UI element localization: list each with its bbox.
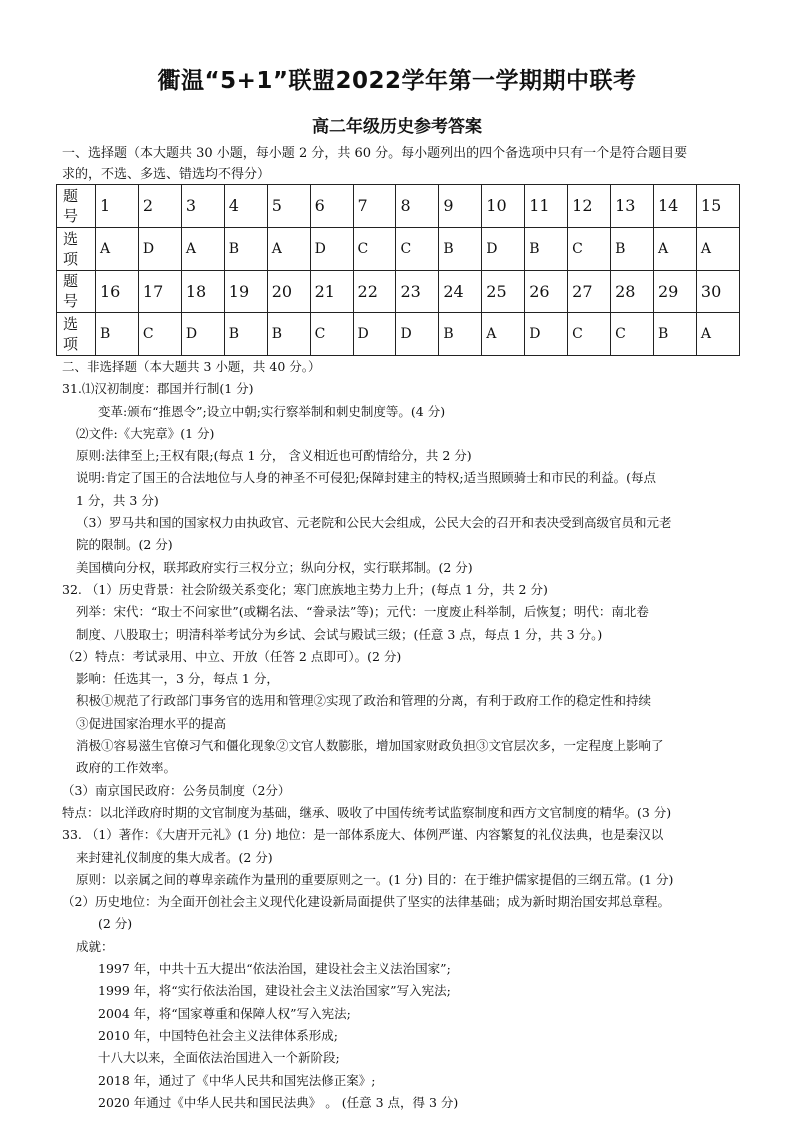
answer-line: 列举：宋代：“取士不问家世”(或糊名法、“誊录法”等)；元代：一度废止科举制，后恢复；明代：南北卷 [76, 604, 649, 620]
question-number: 23 [396, 270, 439, 313]
question-number: 30 [696, 270, 739, 313]
question-number: 11 [525, 185, 568, 228]
question-number: 21 [310, 270, 353, 313]
answer-cell: B [224, 313, 267, 356]
question-number: 12 [568, 185, 611, 228]
row-label: 选 项 [57, 313, 96, 356]
question-number: 3 [181, 185, 224, 228]
document-subtitle: 高二年级历史参考答案 [312, 117, 482, 137]
achievement-line: 1997 年，中共十五大提出“依法治国，建设社会主义法治国家”; [98, 961, 451, 977]
answer-line: 消极①容易滋生官僚习气和僵化现象②文官人数膨胀，增加国家财政负担③文官层次多，一定程度上影响了 [76, 738, 664, 754]
section-one-intro-line: 求的，不选、多选、错选均不得分） [62, 167, 271, 182]
question-number: 13 [611, 185, 654, 228]
question-number: 22 [353, 270, 396, 313]
question-number-row [57, 270, 740, 313]
question-number: 4 [224, 185, 267, 228]
answer-cell: A [267, 227, 310, 270]
achievement-line: 1999 年，将“实行依法治国，建设社会主义法治国家”写入宪法; [98, 983, 451, 999]
answer-cell: C [310, 313, 353, 356]
row-label: 题 号 [57, 270, 96, 313]
answer-line: （2）历史地位：为全面开创社会主义现代化建设新局面提供了坚实的法律基础；成为新时期治国安邦总章程。 [62, 894, 670, 910]
answer-line: 32. （1）历史背景：社会阶级关系变化；寒门庶族地主势力上升；(每点 1 分，共 2 分) [62, 581, 548, 597]
question-number: 17 [138, 270, 181, 313]
question-number: 5 [267, 185, 310, 228]
question-number: 24 [439, 270, 482, 313]
answer-line: 原则:法律至上;王权有限;(每点 1 分， 含义相近也可酌情给分，共 2 分) [76, 448, 472, 464]
question-number-row [57, 185, 740, 228]
answer-cell: B [439, 313, 482, 356]
question-number: 8 [396, 185, 439, 228]
answer-cell: B [611, 227, 654, 270]
answer-cell: A [696, 313, 739, 356]
question-number: 19 [224, 270, 267, 313]
question-number: 27 [568, 270, 611, 313]
question-number: 14 [653, 185, 696, 228]
answer-line: （3）罗马共和国的国家权力由执政官、元老院和公民大会组成，公民大会的召开和表决受到高级官员和元老 [76, 515, 672, 531]
answer-cell: C [611, 313, 654, 356]
answer-cell: C [353, 227, 396, 270]
answer-line: 1 分，共 3 分) [76, 492, 159, 508]
answer-line: ⑵文件:《大宪章》(1 分) [76, 425, 215, 441]
section-two-heading: 二、非选择题（本大题共 3 小题，共 40 分。） [62, 359, 321, 374]
question-number: 26 [525, 270, 568, 313]
answer-cell: A [696, 227, 739, 270]
answer-line: 成就： [76, 938, 114, 954]
answer-cell: C [396, 227, 439, 270]
question-number: 6 [310, 185, 353, 228]
section-one-intro [62, 143, 742, 185]
answer-line: 变革:颁布“推恩令”;设立中朝;实行察举制和刺史制度等。(4 分) [98, 403, 446, 419]
question-number: 18 [181, 270, 224, 313]
answer-cell: A [96, 227, 139, 270]
question-number: 7 [353, 185, 396, 228]
achievement-line: 2010 年，中国特色社会主义法律体系形成; [98, 1027, 338, 1043]
answer-cell: D [396, 313, 439, 356]
answer-line: 院的限制。(2 分) [76, 537, 173, 553]
answer-cell: B [224, 227, 267, 270]
question-number: 15 [696, 185, 739, 228]
answer-cell: B [653, 313, 696, 356]
question-number: 16 [96, 270, 139, 313]
answer-line: (2 分) [98, 916, 133, 932]
answer-cell: C [568, 227, 611, 270]
answer-line: 33. （1）著作：《大唐开元礼》(1 分) 地位：是一部体系庞大、体例严谨、内容繁复的礼仪法典，也是秦汉以 [62, 827, 664, 843]
answer-line: 积极①规范了行政部门事务官的选用和管理②实现了政治和管理的分离，有利于政府工作的稳定性和持续 [76, 693, 652, 709]
answer-cell: C [138, 313, 181, 356]
answer-cell: B [525, 227, 568, 270]
answer-cell: B [439, 227, 482, 270]
question-number: 9 [439, 185, 482, 228]
achievement-line: 2020 年通过《中华人民共和国民法典》 。 (任意 3 点，得 3 分) [98, 1094, 459, 1110]
answer-cell: D [353, 313, 396, 356]
answer-line: （3）南京国民政府：公务员制度（2分） [62, 782, 291, 798]
answer-line: 美国横向分权，联邦政府实行三权分立；纵向分权，实行联邦制。(2 分) [76, 559, 473, 575]
question-number: 29 [653, 270, 696, 313]
answer-line: 影响：任选其一，3 分，每点 1 分， [76, 671, 279, 687]
achievement-line: 2018 年，通过了《中华人民共和国宪法修正案》; [98, 1072, 376, 1088]
answer-line: 来封建礼仪制度的集大成者。(2 分) [76, 849, 273, 865]
answer-cell: B [96, 313, 139, 356]
answer-line: （2）特点：考试录用、中立、开放（任答 2 点即可）。(2 分) [62, 648, 402, 664]
answer-line: 31.⑴汉初制度：郡国并行制(1 分) [62, 381, 254, 397]
answer-cell: D [482, 227, 525, 270]
section-one-intro-line: 一、选择题（本大题共 30 小题，每小题 2 分，共 60 分。每小题列出的四个备选项中只有一个是符合题目要 [62, 146, 688, 161]
answer-cell: D [310, 227, 353, 270]
answer-row [57, 313, 740, 356]
answer-line: 政府的工作效率。 [76, 760, 177, 776]
answer-body [62, 356, 744, 1114]
achievement-line: 十八大以来，全面依法治国进入一个新阶段; [98, 1050, 340, 1066]
answer-cell: D [138, 227, 181, 270]
row-label: 选 项 [57, 227, 96, 270]
document-title: 衢温“5+1”联盟2022学年第一学期期中联考 [157, 68, 637, 94]
answer-line: 特点：以北洋政府时期的文官制度为基础，继承、吸收了中国传统考试监察制度和西方文官制度的精华。(3 分) [62, 804, 672, 820]
answer-cell: C [568, 313, 611, 356]
question-number: 28 [611, 270, 654, 313]
answer-table [56, 184, 740, 356]
answer-line: 说明:肯定了国王的合法地位与人身的神圣不可侵犯;保障封建主的特权;适当照顾骑士和市民的利益。(每点 [76, 470, 657, 486]
answer-line: ③促进国家治理水平的提高 [76, 715, 227, 731]
row-label: 题 号 [57, 185, 96, 228]
answer-cell: D [181, 313, 224, 356]
achievement-line: 2004 年，将“国家尊重和保障人权”写入宪法; [98, 1005, 351, 1021]
answer-row [57, 227, 740, 270]
answer-cell: B [267, 313, 310, 356]
answer-line: 制度、八股取士；明清科举考试分为乡试、会试与殿试三级；(任意 3 点，每点 1 分，共 3 分。) [76, 626, 603, 642]
question-number: 2 [138, 185, 181, 228]
answer-line: 原则：以亲属之间的尊卑亲疏作为量刑的重要原则之一。(1 分) 目的：在于维护儒家提倡的三纲五常。(1 分) [76, 871, 674, 887]
answer-cell: D [525, 313, 568, 356]
question-number: 10 [482, 185, 525, 228]
question-number: 25 [482, 270, 525, 313]
answer-cell: A [653, 227, 696, 270]
answer-cell: A [482, 313, 525, 356]
answer-cell: A [181, 227, 224, 270]
question-number: 1 [96, 185, 139, 228]
question-number: 20 [267, 270, 310, 313]
